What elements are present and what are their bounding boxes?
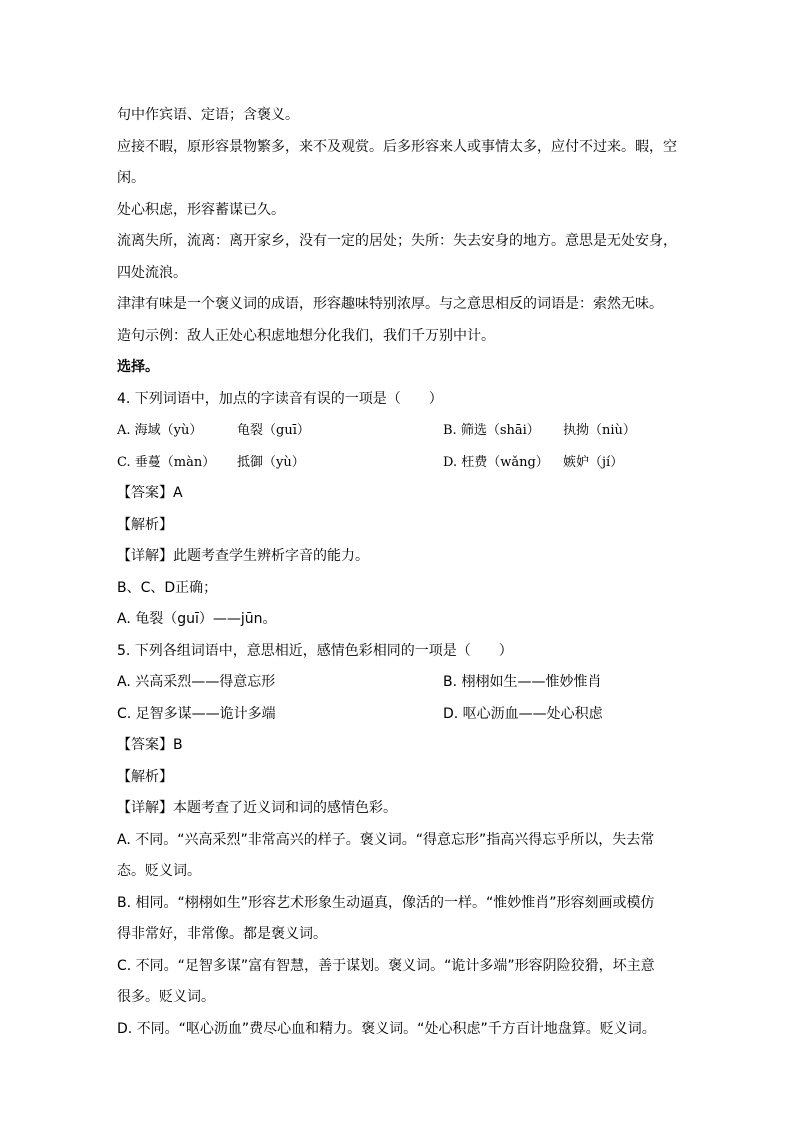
option-c-word-2: 抵御（yù） [237,454,305,470]
question-5-options-ab [117,667,682,699]
option-d: D. 呕心沥血——处心积虑 [443,705,603,722]
question-5-answer: 【答案】B [117,737,183,753]
question-4-explanation: A. 龟裂（guī）——jūn。 [117,611,277,627]
option-c: C. 足智多谋——诡计多端 [117,705,276,722]
page-content [117,100,682,1045]
option-a: A. 兴高采烈——得意忘形 [117,674,276,690]
question-5-options-cd [117,699,682,731]
text-line: 津津有味是一个褒义词的成语，形容趣味特别浓厚。与之意思相反的词语是：索然无味。 [117,296,663,312]
question-4-explanation: B、C、D正确； [117,579,218,596]
text-line: 四处流浪。 [117,264,187,281]
question-4-detail: 【详解】此题考查学生辨析字音的能力。 [117,548,369,564]
option-b-word-2: 执拗（niù） [563,423,636,438]
option-b: B. 栩栩如生——惟妙惟肖 [443,674,602,690]
question-4-analysis: 【解析】 [117,516,173,533]
text-line: 闲。 [117,170,145,186]
question-5-explanation: A. 不同。“兴高采烈”非常高兴的样子。褒义词。“得意忘形”指高兴得忘乎所以，失去常 [117,831,655,848]
option-c-word-1: C. 垂蔓（màn） [117,454,216,470]
question-5-explanation: 得非常好，非常像。都是褒义词。 [117,926,327,942]
question-5-detail: 【详解】本题考查了近义词和词的感情色彩。 [117,800,397,816]
text-line: 应接不暇，原形容景物繁多，来不及观赏。后多形容来人或事情太多，应付不过来。暇，空 [117,138,677,155]
question-4-options-cd [117,447,682,479]
text-line: 处心积虑，形容蓄谋已久。 [117,201,285,218]
option-b-word-1: B. 筛选（shāi） [443,423,540,438]
text-line: 造句示例：敌人正处心积虑地想分化我们，我们千万别中计。 [117,327,495,344]
option-d-word-2: 嫉妒（jí） [563,454,624,470]
section-heading: 选择。 [117,359,159,375]
option-a-word-1: A. 海域（yù） [117,423,203,438]
question-4-stem: 4. 下列词语中，加点的字读音有误的一项是（ ） [117,390,443,407]
question-4-answer: 【答案】A [117,485,183,501]
question-5-explanation: C. 不同。“足智多谋”富有智慧，善于谋划。褒义词。“诡计多端”形容阴险狡猾，坏主意 [117,957,655,974]
question-5-explanation: D. 不同。“呕心沥血”费尽心血和精力。褒义词。“处心积虑”千方百计地盘算。贬义词。 [117,1020,656,1037]
question-5-stem: 5. 下列各组词语中，意思相近，感情色彩相同的一项是（ ） [117,642,513,659]
question-5-analysis: 【解析】 [117,768,173,785]
question-5-explanation: 态。贬义词。 [117,863,201,879]
question-4-options-ab [117,415,682,447]
text-line: 句中作宾语、定语；含褒义。 [117,107,299,123]
question-5-explanation: B. 相同。“栩栩如生”形容艺术形象生动逼真，像活的一样。“惟妙惟肖”形容刻画或模仿 [117,894,655,911]
question-5-explanation: 很多。贬义词。 [117,989,215,1005]
text-line: 流离失所，流离：离开家乡，没有一定的居处；失所：失去安身的地方。意思是无处安身， [117,233,677,249]
option-d-word-1: D. 枉费（wǎng） [443,454,549,470]
option-a-word-2: 龟裂（guī） [237,423,310,438]
